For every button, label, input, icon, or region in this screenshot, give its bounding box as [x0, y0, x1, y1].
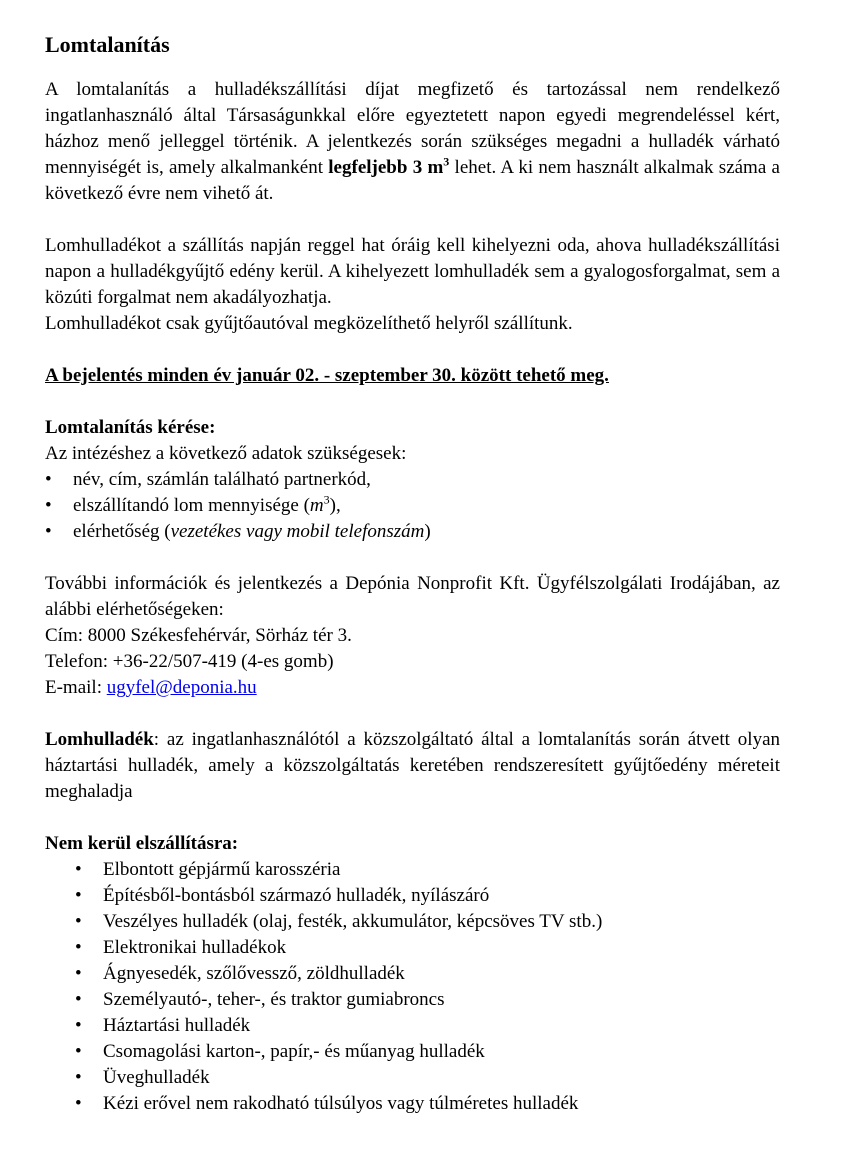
list-item	[75, 935, 780, 961]
request-heading: Lomtalanítás kérése:	[45, 417, 216, 438]
bullet-icon: •	[75, 963, 82, 984]
excluded-list	[45, 857, 780, 1117]
definition-paragraph	[45, 727, 780, 805]
list-item-text: Ágnyesedék, szőlővessző, zöldhulladék	[103, 963, 405, 984]
spacer	[45, 389, 780, 415]
list-item-text: Személyautó-, teher-, és traktor gumiabroncs	[103, 989, 445, 1010]
placement-paragraph-2: Lomhulladékot csak gyűjtőautóval megközelíthető helyről szállítunk.	[45, 313, 573, 334]
list-item-text: Veszélyes hulladék (olaj, festék, akkumulátor, képcsöves TV stb.)	[103, 911, 603, 932]
spacer	[45, 805, 780, 831]
bullet-icon: •	[75, 1093, 82, 1114]
phone-type: vezetékes vagy mobil telefonszám	[170, 521, 425, 542]
list-item	[75, 883, 780, 909]
list-item-text: Kézi erővel nem rakodható túlsúlyos vagy túlméretes hulladék	[103, 1093, 579, 1114]
page-title: Lomtalanítás	[45, 32, 170, 57]
list-item-text: Üveghulladék	[103, 1067, 210, 1088]
bullet-icon: •	[75, 989, 82, 1010]
unit-sup: 3	[323, 492, 330, 507]
definition-text: : az ingatlanhasználótól a közszolgáltató által a lomtalanítás során átvett olyan háztartási hulladék, amely a közszolgáltatás keretében rendszeresített gyűjtőedény méreteit meghaladja	[45, 729, 780, 802]
list-item-text: név, cím, számlán található partnerkód,	[73, 469, 371, 490]
list-item-text	[73, 521, 431, 542]
bullet-icon: •	[75, 1067, 82, 1088]
list-item	[75, 909, 780, 935]
list-item-text-pre: elérhetőség (	[73, 521, 171, 542]
bullet-icon: •	[45, 521, 52, 542]
list-item-text: Csomagolási karton-, papír,- és műanyag hulladék	[103, 1041, 485, 1062]
contact-phone: Telefon: +36-22/507-419 (4-es gomb)	[45, 651, 334, 672]
list-item-text-post: )	[424, 521, 431, 542]
bullet-icon: •	[75, 859, 82, 880]
contact-intro: További információk és jelentkezés a Depónia Nonprofit Kft. Ügyfélszolgálati Irodájában, az alábbi elérhetőségeken:	[45, 573, 780, 620]
list-item	[45, 519, 780, 545]
bullet-icon: •	[75, 1041, 82, 1062]
email-link[interactable]: ugyfel@deponia.hu	[106, 677, 257, 698]
deadline-notice: A bejelentés minden év január 02. - szeptember 30. között tehető meg.	[45, 365, 609, 386]
list-item-text	[73, 492, 341, 516]
spacer	[45, 545, 780, 571]
intro-limit	[328, 154, 450, 178]
request-subtitle: Az intézéshez a következő adatok szükségesek:	[45, 443, 407, 464]
required-data-list	[45, 467, 780, 545]
list-item	[75, 987, 780, 1013]
bullet-icon: •	[75, 1015, 82, 1036]
list-item	[45, 467, 780, 493]
email-label: E-mail:	[45, 677, 107, 698]
list-item-text: Elbontott gépjármű karosszéria	[103, 859, 341, 880]
intro-text-1: A lomtalanítás a hulladékszállítási díjat megfizető és tartozással nem rendelkező ingatlanhasználó által Társaságunkkal előre egyeztetett napon egyedi megrendeléssel kért, házhoz menő jelleggel történik. A jelentkezés során szükséges megadni a hulladék várható mennyiségét is, amely alkalmanként	[45, 79, 780, 178]
list-item	[75, 961, 780, 987]
intro-limit-sup: 3	[443, 154, 450, 169]
list-item	[75, 1065, 780, 1091]
bullet-icon: •	[45, 495, 52, 516]
spacer	[45, 337, 780, 363]
bullet-icon: •	[75, 911, 82, 932]
list-item-text: Háztartási hulladék	[103, 1015, 251, 1036]
list-item	[75, 1039, 780, 1065]
list-item-text-pre: elszállítandó lom mennyisége (	[73, 495, 310, 516]
intro-text-2: lehet. A ki nem használt alkalmak száma a következő évre nem vihető át.	[45, 157, 780, 204]
contact-email-line	[45, 675, 780, 701]
intro-limit-text: legfeljebb 3 m	[328, 157, 444, 178]
list-item	[75, 1013, 780, 1039]
contact-address: Cím: 8000 Székesfehérvár, Sörház tér 3.	[45, 625, 352, 646]
excluded-heading: Nem kerül elszállításra:	[45, 833, 239, 854]
unit-symbol: m	[309, 495, 324, 516]
bullet-icon: •	[45, 469, 52, 490]
bullet-icon: •	[75, 937, 82, 958]
list-item	[45, 493, 780, 519]
placement-paragraph: Lomhulladékot a szállítás napján reggel hat óráig kell kihelyezni oda, ahova hulladékszállítási napon a hulladékgyűjtő edény kerül. A kihelyezett lomhulladék sem a gyalogosforgalmat, sem a közúti forgalmat nem akadályozhatja.	[45, 235, 780, 308]
list-item	[75, 1091, 780, 1117]
intro-paragraph	[45, 77, 780, 207]
spacer	[45, 701, 780, 727]
list-item	[75, 857, 780, 883]
list-item-text-post: ),	[329, 495, 341, 516]
list-item-text: Elektronikai hulladékok	[103, 937, 287, 958]
definition-term: Lomhulladék	[45, 729, 154, 750]
list-item-text: Építésből-bontásból származó hulladék, nyílászáró	[103, 885, 490, 906]
bullet-icon: •	[75, 885, 82, 906]
spacer	[45, 207, 780, 233]
